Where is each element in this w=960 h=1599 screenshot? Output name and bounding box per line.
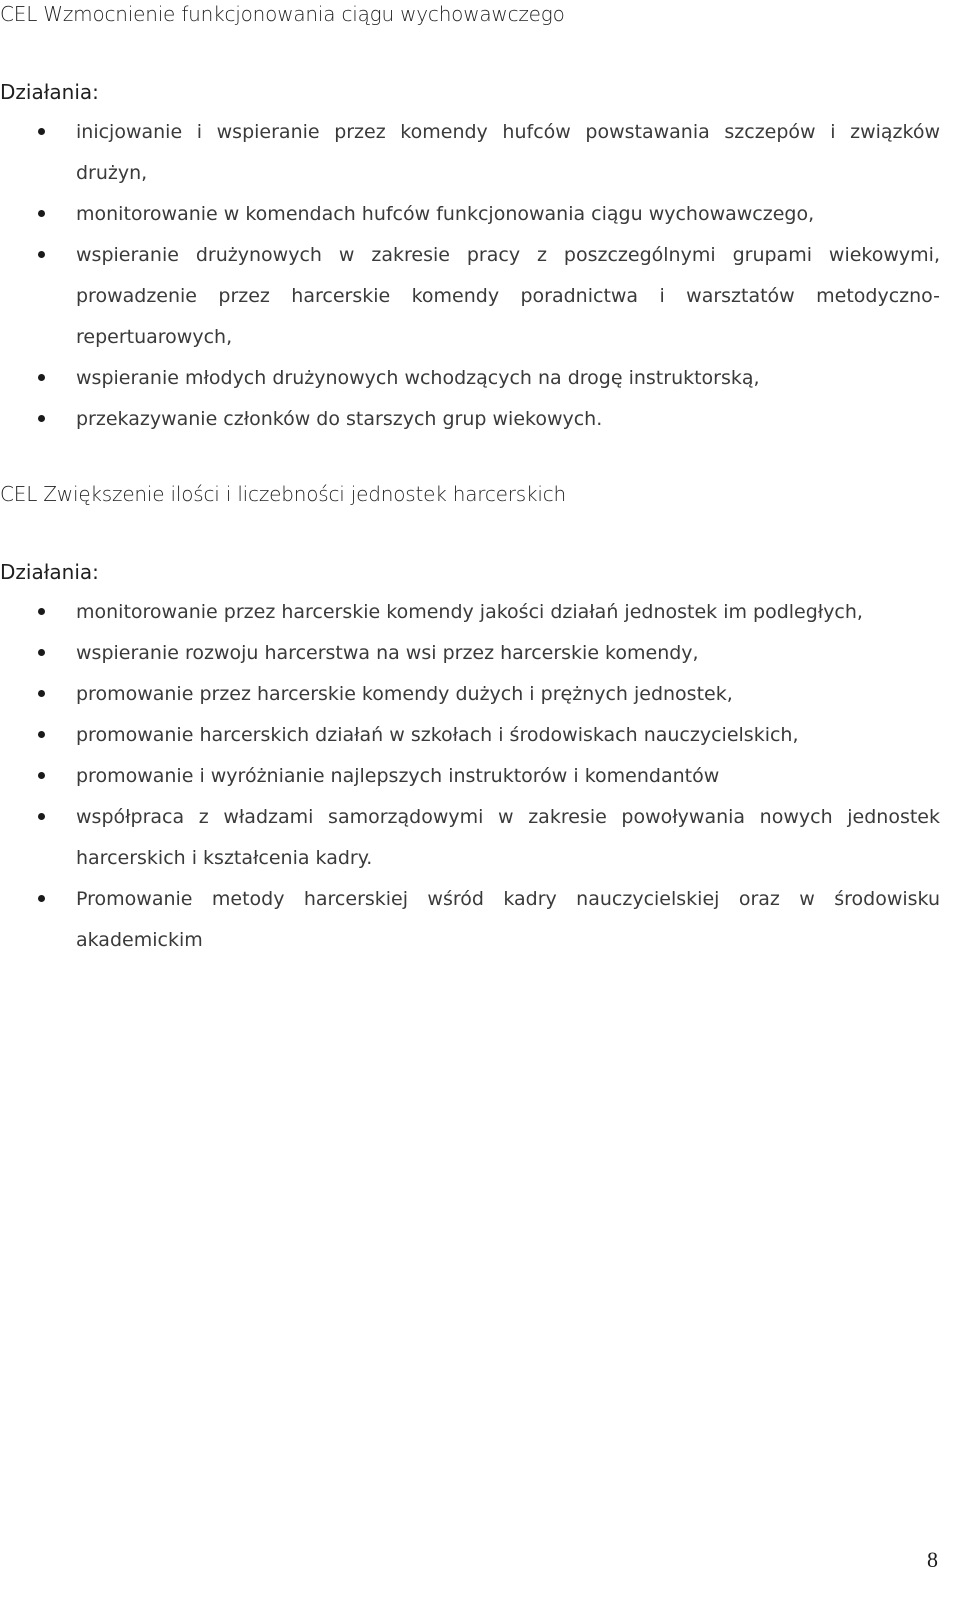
list-item [0,797,940,879]
bullet-icon [38,128,45,135]
list-item [0,633,940,674]
list-item [0,358,940,399]
bullet-icon [38,608,45,615]
bullet-icon [38,374,45,381]
list-item-text: inicjowanie i wspieranie przez komendy hufców powstawania szczepów i związków drużyn, [76,121,940,184]
actions-label: Działania: [0,80,99,104]
bullet-icon [38,251,45,258]
list-item-text: Promowanie metody harcerskiej wśród kadry nauczycielskiej oraz w środowisku akademickim [76,888,940,951]
list-item [0,399,940,440]
bullet-icon [38,813,45,820]
action-list [0,112,960,440]
section-heading: CEL Wzmocnienie funkcjonowania ciągu wychowawczego [0,2,565,26]
bullet-icon [38,690,45,697]
bullet-icon [38,895,45,902]
list-item [0,592,940,633]
bullet-icon [38,731,45,738]
list-item [0,235,940,358]
list-item [0,879,940,961]
list-item [0,194,940,235]
bullet-icon [38,649,45,656]
bullet-icon [38,772,45,779]
list-item-text: wspieranie drużynowych w zakresie pracy z poszczególnymi grupami wiekowymi, prowadzenie przez harcerskie komendy poradnictwa i warsztatów metodyczno-repertuarowych, [76,244,940,348]
list-item [0,715,940,756]
page-number: 8 [927,1547,938,1572]
bullet-icon [38,210,45,217]
section-heading: CEL Zwiększenie ilości i liczebności jednostek harcerskich [0,482,567,506]
list-item-text: promowanie i wyróżnianie najlepszych instruktorów i komendantów [76,765,720,787]
list-item-text: monitorowanie przez harcerskie komendy jakości działań jednostek im podległych, [76,601,863,623]
list-item-text: monitorowanie w komendach hufców funkcjonowania ciągu wychowawczego, [76,203,815,225]
action-list [0,592,960,961]
list-item [0,112,940,194]
list-item [0,674,940,715]
actions-label: Działania: [0,560,99,584]
list-item-text: promowanie przez harcerskie komendy dużych i prężnych jednostek, [76,683,733,705]
list-item-text: wspieranie młodych drużynowych wchodzących na drogę instruktorską, [76,367,760,389]
list-item-text: promowanie harcerskich działań w szkołach i środowiskach nauczycielskich, [76,724,799,746]
list-item [0,756,940,797]
list-item-text: współpraca z władzami samorządowymi w zakresie powoływania nowych jednostek harcerskich i kształcenia kadry. [76,806,940,869]
bullet-icon [38,415,45,422]
list-item-text: wspieranie rozwoju harcerstwa na wsi przez harcerskie komendy, [76,642,699,664]
list-item-text: przekazywanie członków do starszych grup wiekowych. [76,408,603,430]
